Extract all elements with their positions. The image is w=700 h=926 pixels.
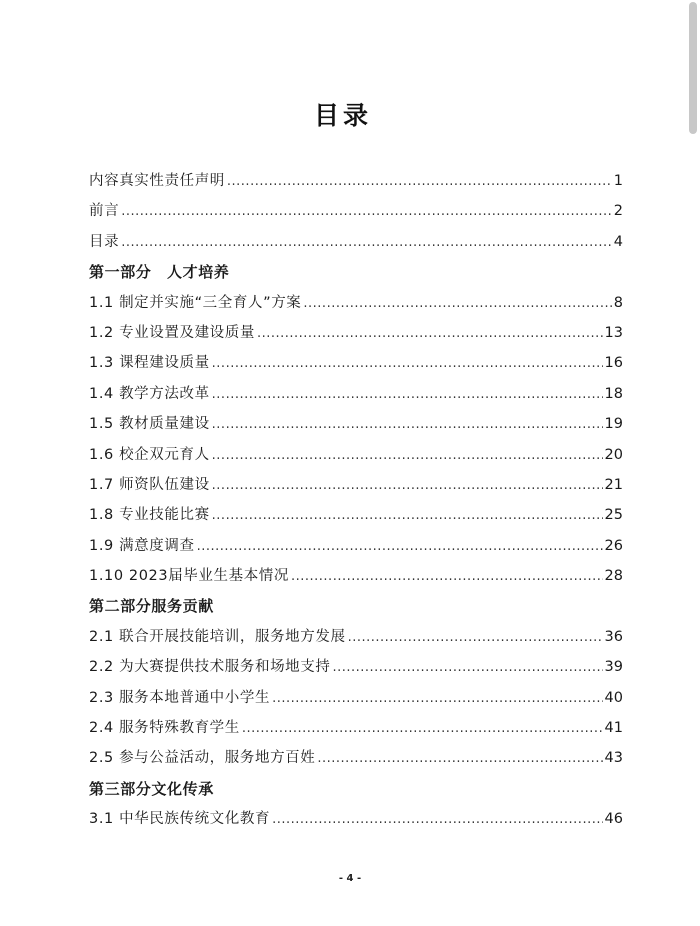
toc-entry-label: 1.1 制定并实施“三全育人”方案	[89, 294, 302, 311]
toc-entry-label: 3.1 中华民族传统文化教育	[89, 811, 271, 828]
toc-leader-dots	[121, 197, 612, 227]
toc-entry[interactable]	[89, 683, 623, 713]
toc-leader-dots	[212, 471, 603, 501]
section-heading-label: 第三部分文化传承	[89, 779, 214, 798]
section-heading-cultural-heritage[interactable]	[89, 774, 623, 804]
toc-entry-page: 21	[604, 476, 623, 493]
toc-entry-page: 46	[604, 811, 623, 828]
toc-entry-label: 1.2 专业设置及建设质量	[89, 324, 255, 341]
toc-entry-label: 2.5 参与公益活动，服务地方百姓	[89, 750, 316, 767]
toc-entry-page: 26	[604, 537, 623, 554]
toc-leader-dots	[348, 623, 603, 653]
toc-entry[interactable]	[89, 409, 623, 439]
toc-entry-label: 1.8 专业技能比赛	[89, 507, 210, 524]
toc-entry-page: 8	[613, 294, 623, 311]
toc-entry-page: 13	[604, 324, 623, 341]
toc-entry[interactable]	[89, 531, 623, 561]
toc-entry-label: 前言	[89, 203, 120, 220]
toc-leader-dots	[212, 349, 603, 379]
toc-entry[interactable]	[89, 713, 623, 743]
toc-entry-page: 16	[604, 355, 623, 372]
toc-entry-page: 4	[613, 233, 623, 250]
toc-entry-label: 内容真实性责任声明	[89, 173, 225, 189]
toc-entry-page: 41	[604, 720, 623, 737]
page-title: 目录	[313, 101, 372, 130]
toc-entry-page: 25	[604, 507, 623, 524]
toc-entry-page: 1	[613, 173, 623, 189]
toc-entry-label: 1.7 师资队伍建设	[89, 476, 210, 493]
toc-entry-label: 目录	[89, 233, 120, 250]
toc-entry-label: 2.3 服务本地普通中小学生	[89, 689, 271, 706]
toc-entry-page: 20	[604, 446, 623, 463]
toc-entry-page: 40	[604, 689, 623, 706]
toc-entry[interactable]	[89, 743, 623, 773]
toc-leader-dots	[272, 805, 602, 835]
table-of-contents	[89, 166, 623, 835]
toc-leader-dots	[121, 228, 612, 258]
toc-entry[interactable]	[89, 561, 623, 591]
toc-entry[interactable]	[89, 379, 623, 409]
toc-entry[interactable]	[89, 227, 623, 257]
toc-entry-label: 2.4 服务特殊教育学生	[89, 720, 240, 737]
toc-entry-page: 18	[604, 385, 623, 402]
toc-entry[interactable]	[89, 470, 623, 500]
toc-entry-label: 2.1 联合开展技能培训，服务地方发展	[89, 628, 346, 645]
toc-entry-label: 1.10 2023届毕业生基本情况	[89, 568, 289, 585]
toc-leader-dots	[212, 441, 603, 471]
toc-entry-label: 1.6 校企双元育人	[89, 446, 210, 463]
toc-entry[interactable]	[89, 804, 623, 834]
section-heading-talent-training[interactable]	[89, 257, 623, 287]
toc-entry-page: 19	[604, 416, 623, 433]
toc-leader-dots	[212, 501, 603, 531]
toc-leader-dots	[303, 289, 611, 319]
toc-entry-label: 1.5 教材质量建设	[89, 416, 210, 433]
toc-entry[interactable]	[89, 500, 623, 530]
toc-entry-page: 36	[604, 628, 623, 645]
toc-entry[interactable]	[89, 652, 623, 682]
section-heading-label: 第二部分服务贡献	[89, 597, 214, 616]
toc-entry-label: 1.3 课程建设质量	[89, 355, 210, 372]
toc-leader-dots	[212, 380, 603, 410]
page-number-footer: - 4 -	[338, 873, 362, 884]
toc-entry[interactable]	[89, 622, 623, 652]
toc-entry-page: 2	[613, 203, 623, 220]
toc-entry[interactable]	[89, 288, 623, 318]
toc-leader-dots	[242, 714, 603, 744]
toc-leader-dots	[272, 684, 602, 714]
toc-entry[interactable]	[89, 196, 623, 226]
toc-entry-page: 28	[604, 568, 623, 585]
toc-entry-label: 1.4 教学方法改革	[89, 385, 210, 402]
toc-entry[interactable]	[89, 348, 623, 378]
toc-entry-page: 43	[604, 750, 623, 767]
toc-entry-page: 39	[604, 659, 623, 676]
toc-entry[interactable]	[89, 318, 623, 348]
toc-leader-dots	[332, 653, 602, 683]
toc-leader-dots	[317, 744, 602, 774]
toc-entry-label: 2.2 为大赛提供技术服务和场地支持	[89, 659, 331, 676]
section-heading-service-contribution[interactable]	[89, 591, 623, 621]
toc-entry[interactable]	[89, 440, 623, 470]
vertical-scrollbar[interactable]	[689, 2, 697, 924]
toc-leader-dots	[257, 319, 603, 349]
toc-leader-dots	[291, 562, 603, 592]
toc-entry-label: 1.9 满意度调查	[89, 537, 195, 554]
toc-leader-dots	[212, 410, 603, 440]
toc-entry[interactable]	[89, 166, 623, 196]
toc-leader-dots	[197, 532, 603, 562]
toc-leader-dots	[227, 167, 612, 197]
section-heading-label: 第一部分 人才培养	[89, 263, 230, 282]
scrollbar-thumb[interactable]	[689, 2, 697, 134]
